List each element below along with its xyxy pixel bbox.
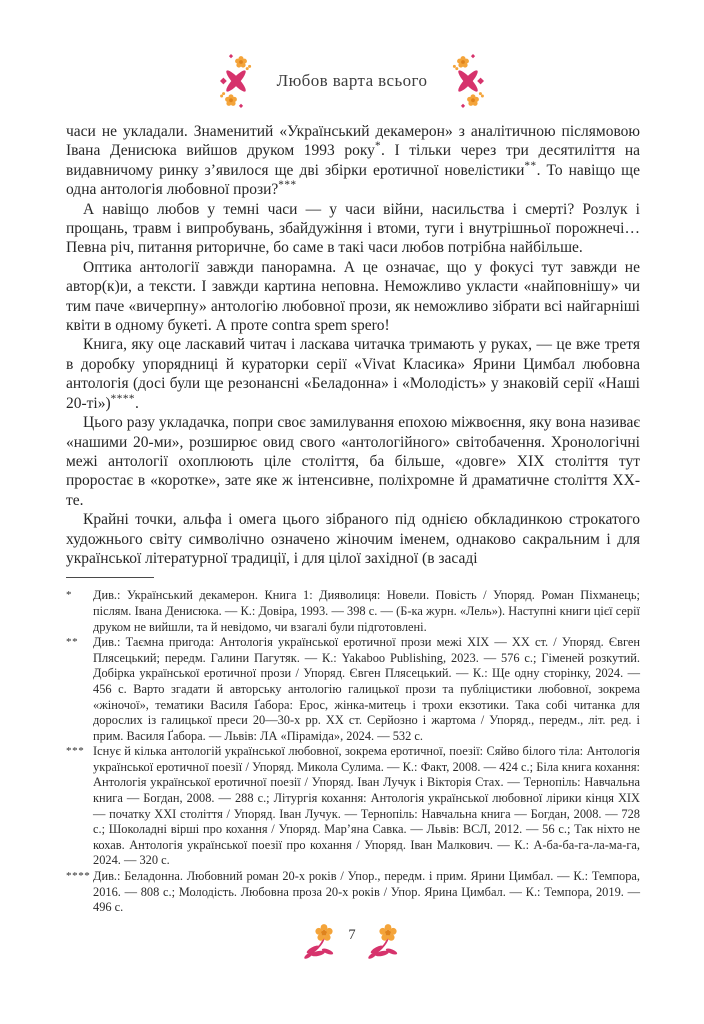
footnote-3 bbox=[66, 744, 640, 869]
header-ornament-right-icon bbox=[451, 53, 485, 109]
footnotes-block bbox=[66, 588, 640, 915]
footnote-4 bbox=[66, 869, 640, 916]
paragraph-3 bbox=[66, 258, 640, 336]
footnote-ref-4: **** bbox=[110, 392, 135, 405]
paragraph-text: часи не укладали. Знаменитий «Український декамерон» з аналітичною післямовою Івана Денисюка вийшов друком 1993 року bbox=[66, 123, 640, 160]
footnote-marker-4: **** bbox=[66, 870, 91, 883]
footnote-2 bbox=[66, 635, 640, 744]
running-head-title: Любов варта всього bbox=[276, 71, 428, 90]
page-number: 7 bbox=[348, 926, 356, 943]
page-body bbox=[66, 122, 640, 568]
footnote-1 bbox=[66, 588, 640, 635]
paragraph-6 bbox=[66, 510, 640, 568]
footnote-marker-1: * bbox=[66, 589, 73, 602]
paragraph-text: Цього разу укладачка, попри своє замилування епохою міжвоєння, яку вона називає «нашими 20-ми», розширює овид свого «антологійного» світобачення. Хронологічні межі антології охоплюють ціле століття, ба більше, «довге» ХІХ століття тут проростає в «коротке», зате яке ж інтенсивне, поліхромне й драматичне століття ХХ-те. bbox=[66, 414, 640, 509]
paragraph-text: А навіщо любов у темні часи — у часи війни, насильства і смерті? Розлук і прощань, травм і випробувань, збайдужіння і втоми, туги і внутрішньої порожнечі… Певна річ, питання риторичне, бо саме в такі часи любов потрібна найбільше. bbox=[66, 200, 640, 257]
footnote-text-4: Див.: Беладонна. Любовний роман 20-х років / Упор., передм. і прим. Ярини Цимбал. — К.: Темпора, 2016. — 808 с.; Молодість. Любовна проза 20-х років / Упор. Ярина Цимбал. — К.: Темпора, 2019. — 496 с. bbox=[93, 869, 640, 915]
paragraph-text: Крайні точки, альфа і омега цього зібраного під однією обкладинкою строкатого художнього світу символічно означено жіночим іменем, однаково сакральним і для української літературної традиції, і для цілої західної (в засаді bbox=[66, 511, 640, 567]
running-head bbox=[0, 0, 704, 110]
footnote-ref-1: * bbox=[374, 140, 382, 153]
paragraph-text: . То навіщо ще одна антологія любовної прози? bbox=[66, 161, 640, 199]
footnote-marker-3: *** bbox=[66, 745, 85, 758]
paragraph-text: . І тільки через три десятиліття на видавничому ринку з’явилося ще дві збірки еротичної новелістики bbox=[66, 142, 640, 179]
paragraph-2 bbox=[66, 200, 640, 258]
paragraph-4 bbox=[66, 335, 640, 413]
paragraph-text: Оптика антології завжди панорамна. А це означає, що у фокусі тут завжди не автор(к)и, а тексти. І завжди картина неповна. Неможливо укласти «найповнішу» чи тим паче «вичерпну» антологію любовної прози, як неможливо зібрати всі найгарніші квіти в одному букеті. А проте contra spem spero! bbox=[66, 258, 640, 335]
header-ornament-left-icon bbox=[219, 53, 253, 109]
footnote-ref-2: ** bbox=[524, 159, 537, 172]
footnote-text-2: Див.: Таємна пригода: Антологія української еротичної прози межі ХІХ — ХХ ст. / Упоряд. Євген Плясецький; передм. Галини Пагутяк. — К.: Yakaboo Publishing, 2023. — 576 с.; Гіменей розкутий. Добірка української еротичної прози / Упоряд. Євген Плясецький. — К.: Ще одну сторінку, 2024. — 456 с. Варто згадати й авторську антологію галицької прози та публіцистики любовної, зокрема «жіночої», тематики Василя Ґабора: Ерос, жінка-митець і трохи екзотики. Така собі читанка для дорослих із галицької преси 20—30-х рр. ХХ ст. Серйозно і жартома / Упоряд., передм., літ. ред. і прим. Василя Ґабора. — Львів: ЛА «Піраміда», 2024. — 532 с. bbox=[93, 635, 640, 743]
paragraph-5 bbox=[66, 413, 640, 510]
footnote-text-3: Існує й кілька антологій української любовної, зокрема еротичної, поезії: Сяйво білого тіла: Антологія української еротичної поезії / Упоряд. Микола Сулима. — К.: Факт, 2008. — 424 с.; Біла книга кохання: Антологія української еротичної поезії / Упоряд. Іван Лучук і Вікторія Стах. — Тернопіль: Навчальна книга — Богдан, 2008. — 288 с.; Літургія кохання: Антологія української любовної лірики кінця ХІХ — початку ХХІ століття / Упоряд. Іван Лучук. — Тернопіль: Навчальна книга — Богдан, 2008. — 728 с.; Шоколадні вірші про кохання / Упоряд. Мар’яна Савка. — Львів: ВСЛ, 2012. — 56 с.; Так ніхто не кохав. Антологія української поезії про кохання / Упоряд. Іван Малкович. — К.: А-ба-ба-га-ла-ма-га, 2024. — 320 с. bbox=[93, 744, 640, 868]
paragraph-text: . bbox=[134, 394, 139, 412]
page-footer bbox=[0, 923, 704, 963]
paragraph-text: Книга, яку оце ласкавий читач і ласкава читачка тримають у руках, — це вже третя в доробку упорядниці й кураторки серії «Vivat Класика» Ярини Цимбал любовна антологія (досі були ще резонансні «Беладонна» і «Молодість» у знаковій серії «Наші 20-ті») bbox=[66, 336, 640, 412]
footnote-ref-3: *** bbox=[278, 179, 297, 192]
footer-flower-left-icon bbox=[303, 923, 337, 963]
paragraph-1 bbox=[66, 122, 640, 200]
footnote-text-1: Див.: Український декамерон. Книга 1: Дияволиця: Новели. Повість / Упоряд. Роман Піхманець; післям. Івана Денисюка. — К.: Довіра, 1993. — 398 с. — (Б-ка журн. «Лель»). Наступні книги цієї серії друком не вийшли, та й невідомо, чи взагалі були підготовлені. bbox=[93, 588, 640, 634]
footnote-separator bbox=[66, 577, 154, 578]
footer-flower-right-icon bbox=[367, 923, 401, 963]
footnote-marker-2: ** bbox=[66, 636, 79, 649]
